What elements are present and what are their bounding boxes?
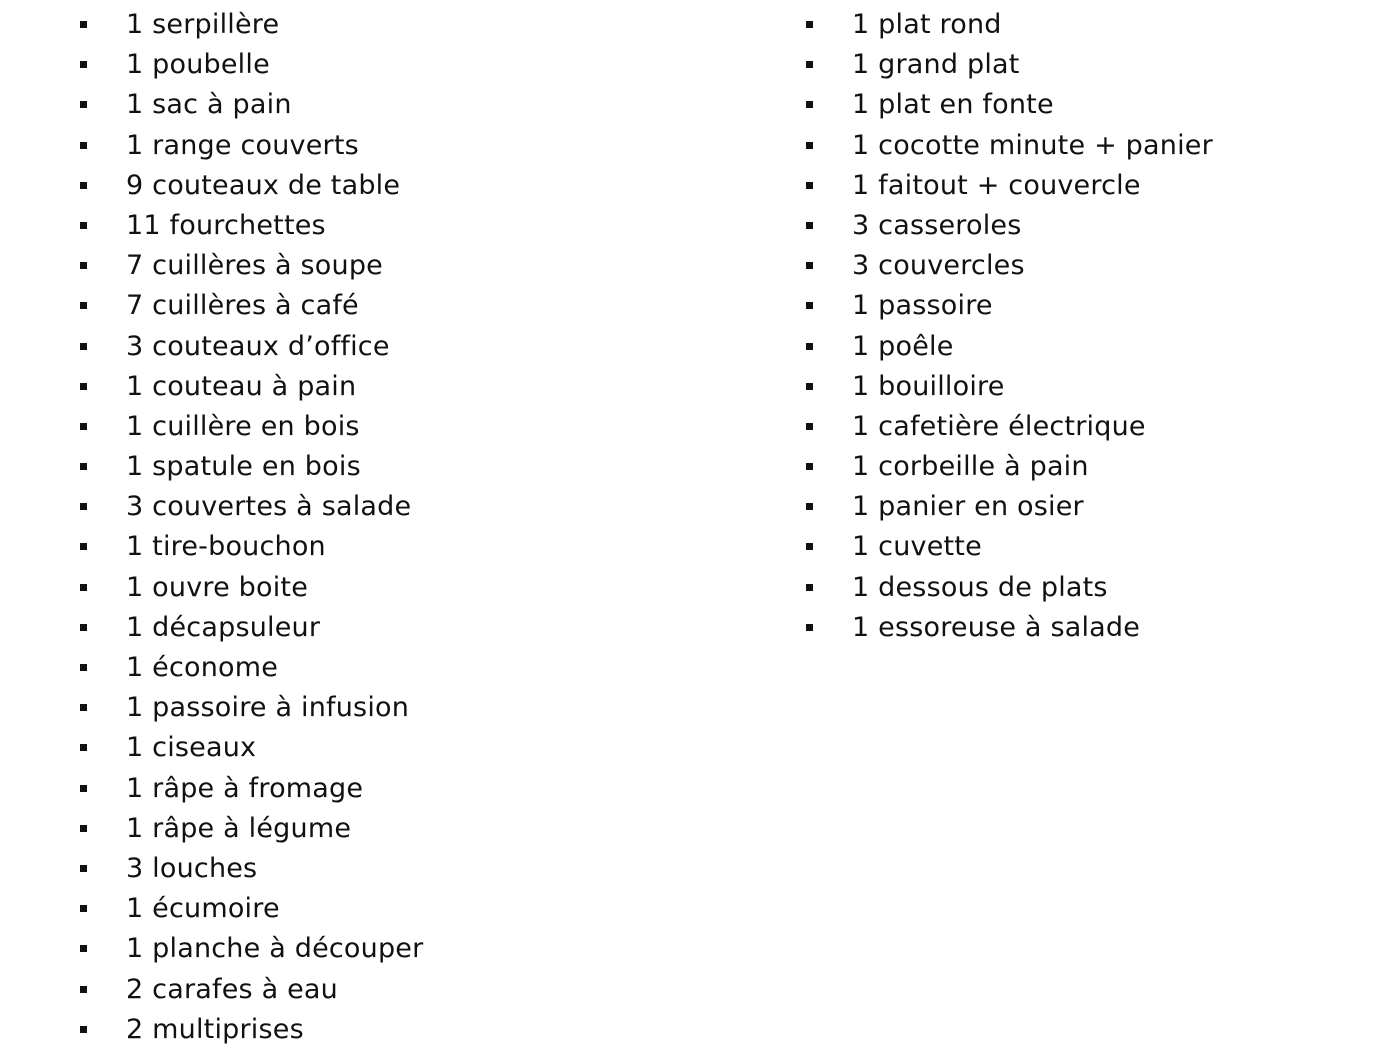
item-label: 9 couteaux de table — [126, 169, 401, 201]
item-label: 1 cocotte minute + panier — [852, 129, 1213, 161]
square-bullet-icon — [806, 262, 813, 269]
item-label: 1 range couverts — [126, 129, 359, 161]
item-label: 1 ciseaux — [126, 732, 257, 764]
item-label: 1 grand plat — [852, 49, 1020, 81]
square-bullet-icon — [806, 584, 813, 591]
square-bullet-icon — [80, 222, 87, 229]
square-bullet-icon — [80, 182, 87, 189]
item-label: 3 couvertes à salade — [126, 491, 412, 523]
square-bullet-icon — [80, 543, 87, 550]
list-item — [80, 889, 720, 929]
item-label: 1 dessous de plats — [852, 571, 1108, 603]
square-bullet-icon — [80, 1026, 87, 1033]
item-label: 1 décapsuleur — [126, 611, 321, 643]
item-label: 1 faitout + couvercle — [852, 169, 1141, 201]
list-item — [806, 327, 1366, 367]
square-bullet-icon — [806, 543, 813, 550]
square-bullet-icon — [80, 343, 87, 350]
square-bullet-icon — [80, 142, 87, 149]
list-item — [806, 568, 1366, 608]
square-bullet-icon — [806, 101, 813, 108]
list-item — [80, 809, 720, 849]
list-item — [806, 246, 1366, 286]
list-item — [806, 367, 1366, 407]
item-label: 7 cuillères à soupe — [126, 250, 383, 282]
square-bullet-icon — [80, 704, 87, 711]
item-label: 1 plat en fonte — [852, 89, 1054, 121]
square-bullet-icon — [80, 825, 87, 832]
left-item-list — [80, 5, 720, 1050]
item-label: 1 râpe à légume — [126, 812, 352, 844]
list-item — [80, 769, 720, 809]
square-bullet-icon — [806, 463, 813, 470]
item-label: 1 essoreuse à salade — [852, 611, 1141, 643]
list-item — [806, 85, 1366, 125]
item-label: 1 panier en osier — [852, 491, 1084, 523]
square-bullet-icon — [806, 343, 813, 350]
list-item — [80, 85, 720, 125]
square-bullet-icon — [806, 624, 813, 631]
item-label: 1 ouvre boite — [126, 571, 309, 603]
item-label: 1 passoire à infusion — [126, 692, 410, 724]
list-item — [806, 5, 1366, 45]
list-item — [80, 206, 720, 246]
item-label: 1 plat rond — [852, 9, 1002, 40]
list-item — [806, 407, 1366, 447]
square-bullet-icon — [806, 222, 813, 229]
list-item — [806, 45, 1366, 85]
list-item — [80, 970, 720, 1010]
square-bullet-icon — [806, 503, 813, 510]
square-bullet-icon — [80, 986, 87, 993]
item-label: 3 couvercles — [852, 250, 1025, 282]
list-item — [806, 286, 1366, 326]
square-bullet-icon — [806, 302, 813, 309]
list-item — [80, 487, 720, 527]
list-item — [80, 849, 720, 889]
square-bullet-icon — [80, 744, 87, 751]
item-label: 11 fourchettes — [126, 209, 326, 241]
list-item — [80, 246, 720, 286]
square-bullet-icon — [806, 423, 813, 430]
square-bullet-icon — [80, 21, 87, 28]
item-label: 1 poêle — [852, 330, 954, 362]
square-bullet-icon — [80, 785, 87, 792]
list-item — [806, 487, 1366, 527]
square-bullet-icon — [80, 302, 87, 309]
square-bullet-icon — [806, 21, 813, 28]
item-label: 2 carafes à eau — [126, 973, 338, 1005]
list-item — [806, 166, 1366, 206]
item-label: 1 sac à pain — [126, 89, 292, 121]
item-label: 1 économe — [126, 652, 279, 683]
square-bullet-icon — [80, 61, 87, 68]
square-bullet-icon — [80, 101, 87, 108]
square-bullet-icon — [80, 383, 87, 390]
square-bullet-icon — [80, 503, 87, 510]
list-item — [80, 648, 720, 688]
list-item — [80, 367, 720, 407]
list-item — [80, 447, 720, 487]
square-bullet-icon — [80, 584, 87, 591]
list-item — [80, 286, 720, 326]
list-item — [80, 1010, 720, 1050]
square-bullet-icon — [80, 624, 87, 631]
square-bullet-icon — [806, 182, 813, 189]
item-label: 1 planche à découper — [126, 933, 424, 965]
square-bullet-icon — [80, 664, 87, 671]
square-bullet-icon — [80, 945, 87, 952]
item-label: 1 écumoire — [126, 893, 280, 925]
item-label: 2 multiprises — [126, 1013, 304, 1045]
list-item — [80, 568, 720, 608]
list-item — [80, 527, 720, 567]
square-bullet-icon — [80, 262, 87, 269]
item-label: 7 cuillères à café — [126, 290, 359, 322]
item-label: 3 casseroles — [852, 209, 1022, 241]
list-item — [806, 608, 1366, 648]
list-item — [806, 206, 1366, 246]
item-label: 1 serpillère — [126, 9, 280, 40]
item-label: 1 tire-bouchon — [126, 531, 326, 563]
list-item — [80, 126, 720, 166]
list-item — [806, 527, 1366, 567]
square-bullet-icon — [80, 423, 87, 430]
list-item — [80, 166, 720, 206]
right-item-list — [806, 5, 1366, 648]
square-bullet-icon — [80, 905, 87, 912]
list-item — [80, 929, 720, 969]
list-item — [80, 407, 720, 447]
list-item — [80, 327, 720, 367]
list-item — [806, 447, 1366, 487]
square-bullet-icon — [806, 61, 813, 68]
list-item — [80, 608, 720, 648]
item-label: 1 cuvette — [852, 531, 982, 563]
list-item — [80, 728, 720, 768]
item-label: 1 râpe à fromage — [126, 772, 364, 804]
item-label: 3 couteaux d’office — [126, 330, 390, 362]
list-item — [80, 45, 720, 85]
item-label: 1 passoire — [852, 290, 993, 322]
item-label: 1 poubelle — [126, 49, 270, 81]
square-bullet-icon — [80, 463, 87, 470]
item-label: 1 bouilloire — [852, 370, 1005, 402]
list-item — [806, 126, 1366, 166]
item-label: 1 cafetière électrique — [852, 410, 1146, 442]
item-label: 1 corbeille à pain — [852, 451, 1089, 483]
square-bullet-icon — [80, 865, 87, 872]
item-label: 1 couteau à pain — [126, 370, 357, 402]
item-label: 3 louches — [126, 852, 258, 884]
square-bullet-icon — [806, 142, 813, 149]
item-label: 1 spatule en bois — [126, 451, 361, 483]
list-item — [80, 688, 720, 728]
item-label: 1 cuillère en bois — [126, 410, 360, 442]
list-item — [80, 5, 720, 45]
square-bullet-icon — [806, 383, 813, 390]
